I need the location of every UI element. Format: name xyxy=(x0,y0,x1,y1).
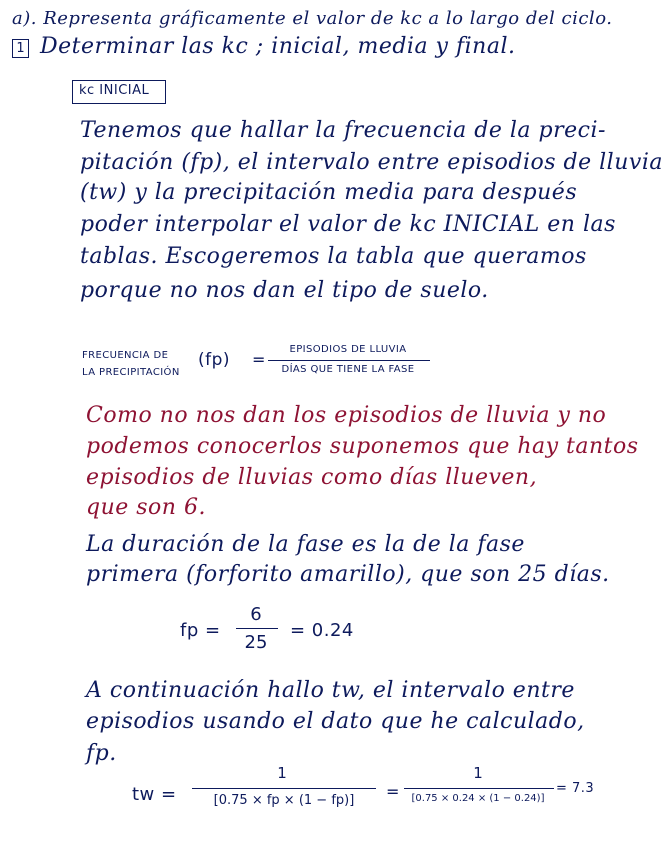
formula-2-lhs: fp = xyxy=(180,620,221,641)
paragraph-2-line: podemos conocerlos suponemos que hay tantos xyxy=(86,434,639,459)
formula-2-numerator: 6 xyxy=(250,604,262,625)
paragraph-4-line: episodios usando el dato que he calculado, xyxy=(86,709,585,734)
paragraph-2-line: Como no nos dan los episodios de lluvia y no xyxy=(86,403,607,428)
formula-1-numerator: EPISODIOS DE LLUVIA xyxy=(289,344,407,355)
formula-3-result: = 7.3 xyxy=(556,781,595,796)
formula-1-symbol: (fp) xyxy=(198,350,231,370)
paragraph-1-line: porque no nos dan el tipo de suelo. xyxy=(80,278,489,303)
formula-3-denominator-1: [0.75 × fp × (1 − fp)] xyxy=(213,793,355,808)
formula-1-label-top: FRECUENCIA DE xyxy=(82,350,169,361)
section-label-box xyxy=(72,80,166,104)
formula-1-fraction-bar xyxy=(268,360,430,361)
formula-1-denominator: DÍAS QUE TIENE LA FASE xyxy=(281,364,415,375)
formula-2-fraction-bar xyxy=(236,628,278,629)
formula-1-label-bottom: LA PRECIPITACIÓN xyxy=(82,367,180,378)
paragraph-4-line: fp. xyxy=(86,741,117,766)
formula-3-fraction-bar-1 xyxy=(192,788,376,789)
formula-3-numerator-2: 1 xyxy=(473,764,483,782)
header-line-1: a). Representa gráficamente el valor de kc a lo largo del ciclo. xyxy=(12,8,613,29)
paragraph-1-line: Tenemos que hallar la frecuencia de la preci- xyxy=(80,118,606,143)
paragraph-3-line: La duración de la fase es la de la fase xyxy=(86,532,525,557)
header-line-2: Determinar las kc ; inicial, media y final. xyxy=(40,34,516,59)
paragraph-1-line: poder interpolar el valor de kc INICIAL en las xyxy=(80,212,616,237)
paragraph-1-line: (tw) y la precipitación media para después xyxy=(80,180,578,205)
formula-3-equals: = xyxy=(386,782,400,801)
paragraph-4-line: A continuación hallo tw, el intervalo entre xyxy=(86,678,575,703)
formula-2-result: = 0.24 xyxy=(290,620,354,641)
paragraph-2-line: episodios de lluvias como días llueven, xyxy=(86,465,538,490)
formula-1-equals: = xyxy=(252,350,266,369)
item-number-box: 1 xyxy=(12,39,29,58)
formula-3-numerator-1: 1 xyxy=(277,764,287,782)
paragraph-2-line: que son 6. xyxy=(86,495,206,520)
formula-2-denominator: 25 xyxy=(244,632,268,653)
formula-3-denominator-2: [0.75 × 0.24 × (1 − 0.24)] xyxy=(411,793,545,804)
formula-3-fraction-bar-2 xyxy=(404,788,554,789)
section-label: kc INICIAL xyxy=(79,83,150,98)
paragraph-1-line: tablas. Escogeremos la tabla que queramos xyxy=(80,244,587,269)
paragraph-1-line: pitación (fp), el intervalo entre episodios de lluvia xyxy=(80,150,663,175)
paragraph-3-line: primera (forforito amarillo), que son 25 días. xyxy=(86,562,610,587)
formula-3-lhs: tw = xyxy=(132,784,177,805)
